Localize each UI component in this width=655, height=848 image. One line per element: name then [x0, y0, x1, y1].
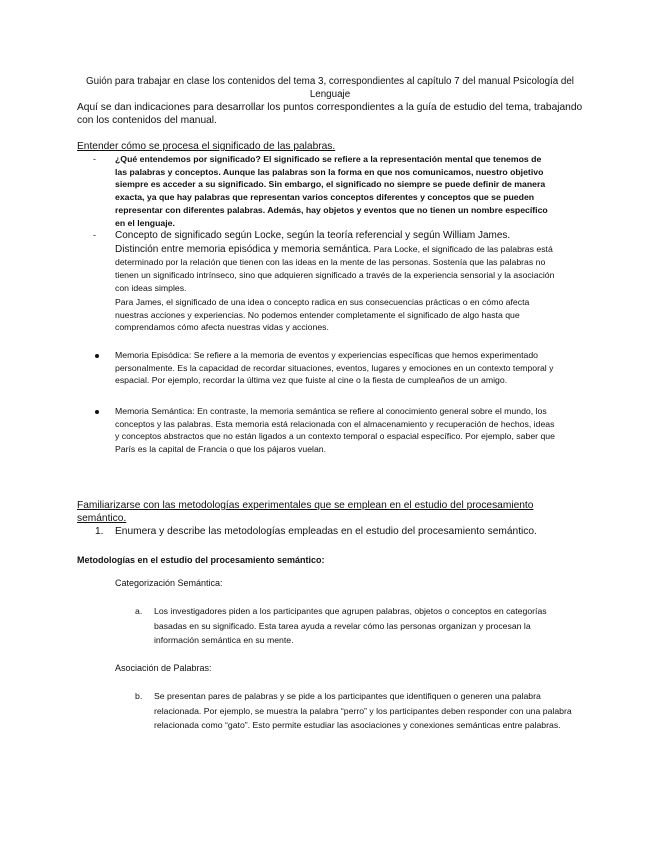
dash-marker: -	[93, 154, 96, 164]
num-marker: 1.	[95, 526, 104, 537]
bullet-memoria-semantica: Memoria Semántica: En contraste, la memoria semántica se refiere al conocimiento general sobre el mundo, los conceptos y las palabras. Esta memoria está relacionada con el almacenamiento y recuperación de hechos, ideas y conceptos abstractos que no están ligados a un contexto temporal o espacial específico. Por ejemplo, saber que París es la capital de Francia o que los pájaros vuelan.	[115, 406, 555, 455]
bullet-memoria-episodica: Memoria Episódica: Se refiere a la memoria de eventos y experiencias específicas que hemos experimentado personalmente. Es la capacidad de recordar situaciones, eventos, lugares y emociones en un contexto temporal y espacial. Por ejemplo, recordar la última vez que fuiste al cine o la fiesta de cumpleaños de un amigo.	[115, 350, 554, 386]
section1-heading: Entender cómo se procesa el significado de las palabras.	[77, 141, 336, 152]
dash-marker: -	[93, 230, 96, 240]
item1-question: ¿Qué entendemos por significado?	[115, 154, 261, 164]
intro-paragraph: Aquí se dan indicaciones para desarrollar los puntos correspondientes a la guía de estudio del tema, trabajando con los contenidos del manual.	[77, 102, 583, 126]
letter-marker-a: a.	[135, 606, 143, 616]
method-asociacion-name: Asociación de Palabras:	[115, 663, 212, 673]
method-categorizacion-text: Los investigadores piden a los participantes que agrupen palabras, objetos o conceptos en categorías basadas en su significado. Esta tarea ayuda a revelar cómo las personas organizan y procesan la información semántica en su mente.	[154, 606, 547, 645]
method-asociacion-text: Se presentan pares de palabras y se pide a los participantes que identifiquen o generen una palabra relacionada. Por ejemplo, se muestra la palabra “perro” y los participantes deben responder con una palabra relacionada como “gato”. Esto permite estudiar las asociaciones y conexiones semánticas entre palabras.	[154, 691, 572, 730]
dash-item-concepto	[115, 229, 555, 295]
item2-locke: Para Locke, el significado de las palabras está determinado por la relación que tienen con las ideas en la mente de las personas. Sostenía que las palabras no tienen un significado intrínseco, sino que adquieren significado a través de la experiencia sensorial y la asociación con ideas simples.	[115, 243, 555, 293]
item2-heading: Concepto de significado según Locke, según la teoría referencial y según William James. Distinción entre memoria episódica y memoria semántica.	[115, 230, 511, 255]
bullet-dot	[95, 410, 99, 414]
numbered-item-metodologias: Enumera y describe las metodologías empleadas en el estudio del procesamiento semántico.	[115, 526, 537, 537]
item2-james: Para James, el significado de una idea o concepto radica en sus consecuencias prácticas o en cómo afecta nuestras acciones y experiencias. No podemos entender completamente el significado de algo hasta que comprendamos cómo afecta nuestras vidas y acciones.	[115, 297, 530, 333]
dash-item-significado	[115, 153, 555, 229]
letter-marker-b: b.	[135, 691, 143, 701]
method-categorizacion-name: Categorización Semántica:	[115, 578, 223, 588]
item1-text: El significado se refiere a la representación mental que tenemos de las palabras y conceptos. Aunque las palabras son la forma en que nos comunicamos, nuestro objetivo siempre es acceder a su significado. Sin embargo, el significado no siempre se puede definir de manera exacta, ya que hay palabras que representan varios conceptos diferentes y conceptos que se pueden representar con diferentes palabras. Además, hay objetos y eventos que no tienen un nombre específico en el lenguaje.	[115, 154, 548, 228]
section2-heading: Familiarizarse con las metodologías experimentales que se emplean en el estudio del procesamiento semántico.	[77, 500, 534, 524]
bullet-dot	[95, 354, 99, 358]
document-title: Guión para trabajar en clase los contenidos del tema 3, correspondientes al capítulo 7 del manual Psicología del Lenguaje	[86, 76, 574, 100]
methodologies-subheading: Metodologías en el estudio del procesamiento semántico:	[77, 555, 325, 565]
